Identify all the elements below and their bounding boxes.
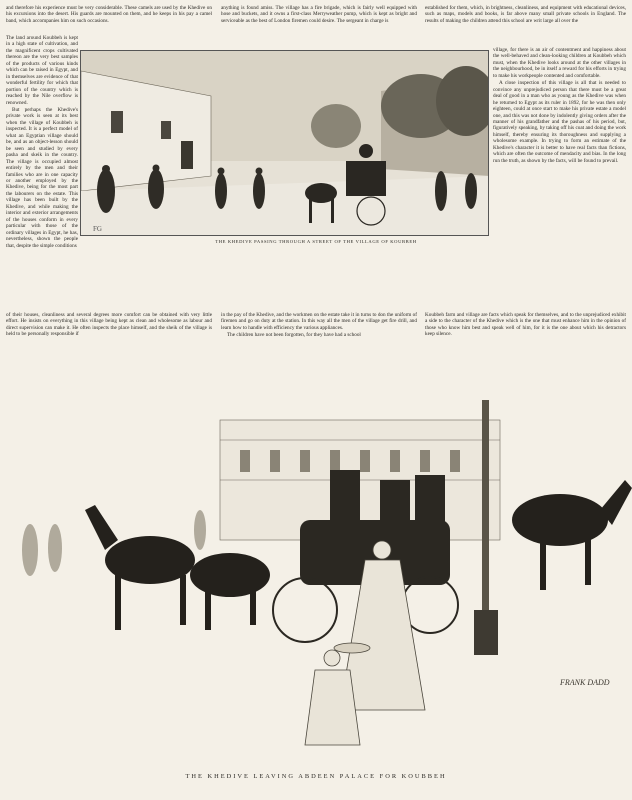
column-2-top xyxy=(221,5,417,25)
column-1-bottom xyxy=(6,312,212,339)
paragraph-private-work: But perhaps the Khedive's private work is seen at its best when the village of Koubbeh is inspected. It is a perfect model of what an Egyptian village should be, and as an object-lesson should be seen and studied by every pasha and skeik in the country. The village is occupied almost entirely by the men and their families who are in one capacity or another employed by the Khedive, being for the most part the labourers on the estate. This village has been built by the Khedive, and while making the interior and exterior arrangements of the houses conform in every particular with those of the ordinary villages in Egypt, he has, nevertheless, shown the people that, despite the simple conditions xyxy=(6,106,78,249)
paragraph-camels: and therefore his experience must be very considerable. These camels are used by the Khedive on his excursions into the desert. His guards are mounted on them, and he keeps in his pay a camel band, which accompanies him on such occasions. xyxy=(6,5,212,24)
column-2-bottom xyxy=(221,312,417,340)
bottom-figure-caption: THE KHEDIVE LEAVING ABDEEN PALACE FOR KOUBBEH xyxy=(185,773,447,780)
palace-departure-illustration xyxy=(0,380,632,770)
top-figure-caption: THE KHEDIVE PASSING THROUGH A STREET OF THE VILLAGE OF KOUBBEH xyxy=(215,239,417,244)
paragraph-cleanliness: of their houses, cleanliness and several degrees more comfort can be obtained with very little effort. He insists on everything in this village being kept as clean and wholesome as labour and direct supervision can make it. He often inspects the place himself, and the sheik of the village is held to be personally responsible if xyxy=(6,312,212,338)
paragraph-koubbeh-farm: Koubbeh farm and village are facts which speak for themselves, and to the unprejudiced exhibit a side to the character of the Khedive which is the one that must enhance him in the opinion of those who know him best and speak well of him, for it is the one about which his detractors keep silence. xyxy=(425,312,626,338)
artist-monogram-top: FG xyxy=(93,225,102,233)
paragraph-inspection: A close inspection of this village is all that is needed to convince any unprejudiced person that there must be a great deal of good in a man who as young as the Khedive was when he returned to Egypt as its ruler in 1892, for he was then only eighteen, could at once start to make his private estate a model one, and this was not done by indolently giving orders after the manner of his grandfather and the pashas of his period, but, figuratively speaking, by taking off his coat and doing the work himself, thereby ensuring its thoroughness and supplying a wholesome example. In trying to form an estimate of the Khedive's character it is better to have real facts than fictions, which are often the outcome of mendacity and bias. In the long run the truth, as shown by the facts, will be found to prevail. xyxy=(493,80,626,164)
paragraph-fire-brigade: anything is found amiss. The village has a fire brigade, which is fairly well equipped with hose and buckets, and it owns a first-class Merryweather pump, which is kept as bright and serviceable as the best of London firemen could desire. The sergeant in charge is xyxy=(221,5,417,24)
paragraph-contentment: village, for there is an air of contentment and happiness about the well-behaved and clean-looking children at Koubbeh which must, when the Khedive looks around at the other villages in the neighbourhood, be in itself a reward for his efforts in trying to make his workpeople contented and comfortable. xyxy=(493,47,626,79)
column-1-narrow xyxy=(6,35,78,250)
column-1-intro xyxy=(6,5,212,25)
paragraph-land: The land around Koubbeh is kept in a high state of cultivation, and the magnificent crops cultivated thereon are the very best samples of the products of various kinds which can be raised in Egypt, and in themselves are evidence of that wonderful fertility for which that portion of the country which is reached by the Nile overflow is renowned. xyxy=(6,35,78,106)
column-3-top xyxy=(425,5,626,25)
paragraph-school: established for them, which, in brightness, cleanliness, and equipment with educational devices, such as maps, models and books, is far above many small private schools in England. The results of making the children attend this school are writ large all over the xyxy=(425,5,626,24)
column-3-bottom xyxy=(425,312,626,339)
column-3-narrow xyxy=(493,47,626,165)
paragraph-fire-drill: in the pay of the Khedive, and the workmen on the estate take it in turns to don the uniform of firemen and go on duty at the station. In this way all the men of the village get fire drill, and learn how to handle with efficiency the various appliances. xyxy=(221,312,417,331)
village-street-drawing xyxy=(81,51,489,236)
paragraph-children: The children have not been forgotten, for they have had a school xyxy=(227,332,361,339)
artist-signature-bottom: FRANK DADD xyxy=(560,678,610,687)
palace-departure-drawing xyxy=(0,380,632,770)
village-street-illustration xyxy=(80,50,489,236)
